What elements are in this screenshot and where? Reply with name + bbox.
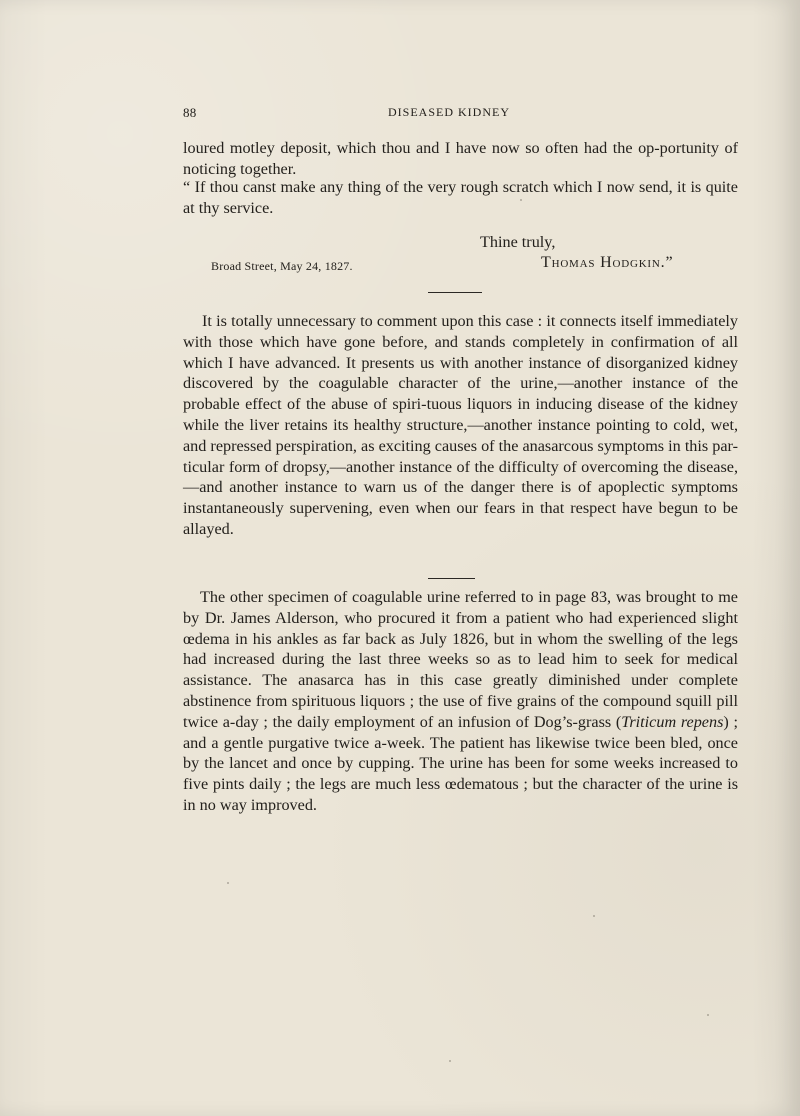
opening-paragraph: loured motley deposit, which thou and I have now so often had the op-portunity of noticing together. — [183, 139, 738, 178]
section-rule — [428, 578, 475, 579]
running-head: DISEASED KIDNEY — [388, 105, 510, 119]
paper-speck — [593, 915, 595, 917]
paragraph-text-start: The other specimen of coagulable urine referred to in page 83, was brought to me by Dr. James Alderson, who procured it from a patient who had experienced slight œdema in his ankles as far back as July 1826, but in whom the swelling of the legs had increased during the last three weeks so as to lead him to seek for medical assistance. The anasarca has in this case greatly diminished under complete abstinence from spirituous liquors ; the use of five grains of the compound squill pill twice a-day ; the daily employment of an infusion of Dog’s-grass ( — [183, 588, 738, 731]
section-rule — [428, 292, 482, 293]
commentary-paragraph: It is totally unnecessary to comment upon this case : it connects itself immediately with those which have gone before, and stands completely in confirmation of all which I have advanced. It presents us with another instance of disorganized kidney discovered by the coagulable character of the urine,—another instance of the probable effect of the abuse of spiri-tuous liquors in inducing disease of the kidney while the liver retains its healthy structure,—another instance pointing to cold, wet, and repressed perspiration, as exciting causes of the anasarcous symptoms in this par-ticular form of dropsy,—another instance of the difficulty of overcoming the disease,—and another instance to warn us of the danger there is of apoplectic symptoms instantaneously supervening, even when our fears in that respect have begun to be allayed. — [183, 312, 738, 538]
date-line: Broad Street, May 24, 1827. — [211, 259, 353, 273]
paper-speck — [449, 1060, 451, 1062]
paper-speck — [227, 882, 229, 884]
valediction: Thine truly, — [480, 233, 556, 251]
page-number: 88 — [183, 105, 197, 120]
specimen-paragraph — [183, 587, 738, 816]
page-header — [183, 105, 738, 125]
paragraph-text-end: ) ; and a gentle purgative twice a-week. The patient has likewise twice been bled, once by the lancet and once by cupping. The urine has been for some weeks increased to five pints daily ; the legs are much less œdematous ; but the character of the urine is in no way improved. — [183, 712, 738, 814]
scientific-name: Triticum repens — [621, 712, 724, 731]
paper-speck — [707, 1014, 709, 1016]
letter-paragraph: “ If thou canst make any thing of the very rough scratch which I now send, it is quite at thy service. — [183, 178, 738, 217]
paper-speck — [520, 199, 522, 201]
signature-name: Thomas Hodgkin.” — [541, 254, 674, 271]
